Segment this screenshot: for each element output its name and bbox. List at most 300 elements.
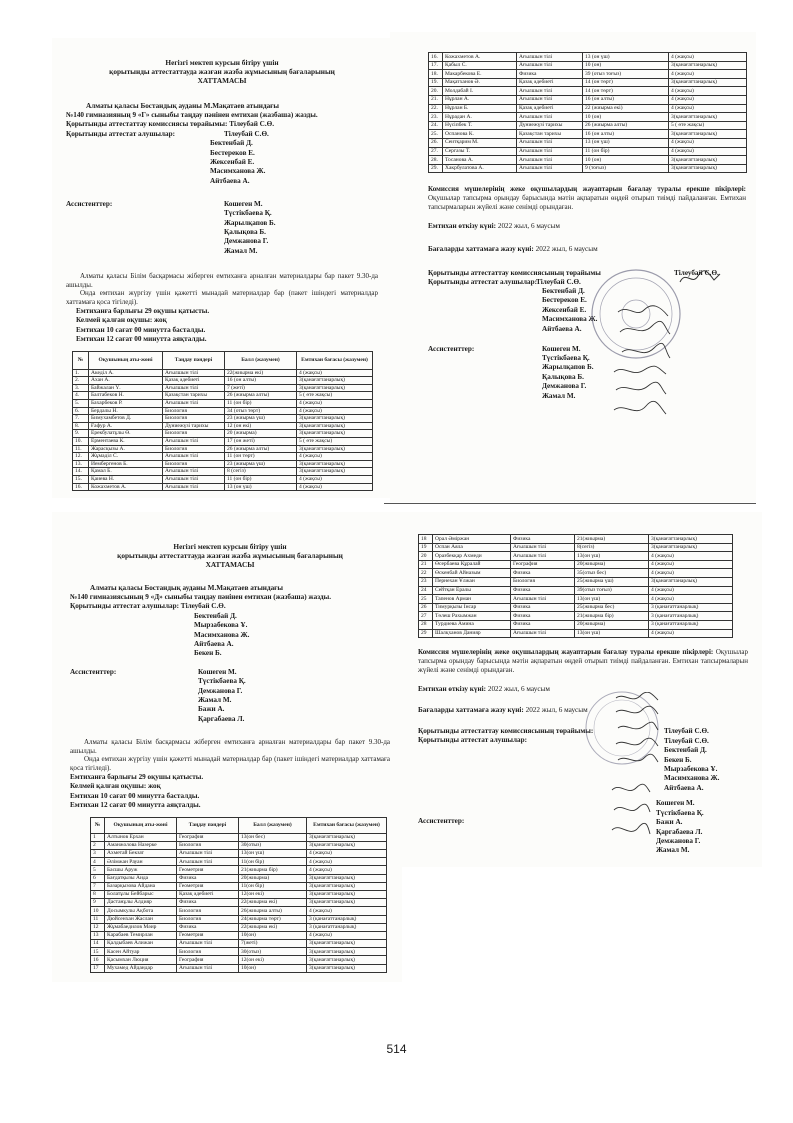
score: 13 (он үш) xyxy=(225,483,297,491)
row-number: 6. xyxy=(73,407,89,415)
student-name: Болатұлы Бейбарыс xyxy=(105,890,177,898)
score: 24(жиырма төрт) xyxy=(239,915,307,923)
grades-table-head xyxy=(91,817,387,833)
row-number: 3. xyxy=(73,384,89,392)
row-number: 29. xyxy=(429,164,443,173)
table-row xyxy=(91,850,387,858)
student-name: Пернехан Ұлжан xyxy=(433,577,511,586)
members-list xyxy=(536,278,597,334)
student-name: Басшы Аруж xyxy=(105,866,177,874)
exam-grade: 3 (қанағаттанарлық) xyxy=(649,603,733,612)
score: 11 (он бір) xyxy=(583,147,669,156)
score: 11(он бір) xyxy=(239,858,307,866)
student-name: Макарбекова Е. xyxy=(443,70,517,79)
member-name: Бектенбай Д. xyxy=(194,611,237,620)
score: 13(он үш) xyxy=(575,629,649,638)
packet-paragraph: Алматы қаласы Білім басқармасы жіберген емтиханға арналған материалдары бар пакет 9.30-да ашылды. xyxy=(70,737,390,755)
elective-subject: Қазақ әдебиеті xyxy=(177,890,239,898)
student-name: Молдабай І. xyxy=(443,87,517,96)
exam-grade: 3(қанағаттанарлық) xyxy=(307,833,387,841)
elective-subject: Ағылшын тілі xyxy=(517,113,583,122)
score: 26 (жиырма алты) xyxy=(583,121,669,130)
table-row xyxy=(91,874,387,882)
student-name: Шалқханов Данияр xyxy=(433,629,511,638)
row-number: 19. xyxy=(429,78,443,87)
elective-subject: Биология xyxy=(163,460,225,468)
column-header: Таңдау пәндері xyxy=(163,351,225,369)
chair-line: Қорытынды аттестаттау комиссиясы төрайымы: Тілеубай С.Ө. xyxy=(66,120,275,129)
table-row xyxy=(73,437,373,445)
row-number: 9. xyxy=(73,430,89,438)
member-name: Тілеубай С.Ө. xyxy=(536,277,581,286)
elective-subject: Физика xyxy=(511,535,575,544)
member-name: Айтбаева А. xyxy=(664,783,704,792)
elective-subject: Дүниежүзі тарихы xyxy=(163,422,225,430)
elective-subject: Ағылшын тілі xyxy=(511,595,575,604)
row-number: 17 xyxy=(91,964,105,972)
assistant-name: Демжанова Г. xyxy=(198,686,243,695)
exam-grade: 3(қанағаттанарлық) xyxy=(669,113,747,122)
row-number: 4 xyxy=(91,858,105,866)
grades-table-continued xyxy=(428,52,747,173)
exam-grade: 3(қанағаттанарлық) xyxy=(307,899,387,907)
elective-subject: Ағылшын тілі xyxy=(177,940,239,948)
row-number: 2. xyxy=(73,377,89,385)
table-row xyxy=(73,377,373,385)
score: 8 (сегіз) xyxy=(225,468,297,476)
exam-grade: 3(қанағаттанарлық) xyxy=(669,130,747,139)
student-name: Ахан А. xyxy=(89,377,163,385)
score: 11(он бір) xyxy=(239,882,307,890)
member-name: Бекен Б. xyxy=(194,649,222,658)
exam-grade: 3(қанағаттанарлық) xyxy=(297,377,373,385)
student-name: Тимурқызы Інсар xyxy=(433,603,511,612)
exam-grade: 4 (жақсы) xyxy=(297,453,373,461)
member-name: Бекен Б. xyxy=(664,755,692,764)
score: 26 (жиырма алты) xyxy=(225,445,297,453)
assistant-name: Бажи А. xyxy=(198,705,225,714)
table-row xyxy=(419,586,733,595)
score: 22(жиырма екі) xyxy=(225,369,297,377)
record-date xyxy=(418,706,748,715)
school-line: №140 гимназияның 9 «Г» сыныбы таңдау пәнінен емтихан (жазбаша) жазды. xyxy=(66,111,318,120)
student-name: Қасымхан Люция xyxy=(105,956,177,964)
elective-subject: Ағылшын тілі xyxy=(511,552,575,561)
member-name: Масимханова Ж. xyxy=(210,167,266,176)
student-name: Ғафур А. xyxy=(89,422,163,430)
assistant-name: Жамал М. xyxy=(224,246,258,255)
row-number: 1 xyxy=(91,833,105,841)
row-number: 8 xyxy=(91,890,105,898)
assistant-name: Жарылқапов Б. xyxy=(224,218,276,227)
table-row xyxy=(91,948,387,956)
student-name: Нұрлан Б. xyxy=(443,104,517,113)
elective-subject: Биология xyxy=(163,430,225,438)
column-header: Балл (жазумен) xyxy=(239,817,307,833)
elective-subject: Биология xyxy=(163,445,225,453)
score: 8(сегіз) xyxy=(575,543,649,552)
table-row xyxy=(91,858,387,866)
elective-subject: Ағылшын тілі xyxy=(517,87,583,96)
assistants-label: Ассистенттер: xyxy=(418,817,465,826)
elective-subject: Қазақ әдебиеті xyxy=(517,78,583,87)
row-number: 11. xyxy=(73,445,89,453)
row-number: 25 xyxy=(419,595,433,604)
table-row xyxy=(429,164,747,173)
score: 13(он үш) xyxy=(575,552,649,561)
member-name: Жексенбай Е. xyxy=(210,158,255,167)
table-row xyxy=(429,61,747,70)
exam-date-value: 2022 жыл, 6 маусым xyxy=(496,221,560,230)
score: 16 (он алты) xyxy=(225,377,297,385)
student-name: Базарқызова Айдана xyxy=(105,882,177,890)
elective-subject: Ағылшын тілі xyxy=(517,53,583,62)
student-name: Оспанова К. xyxy=(443,130,517,139)
row-number: 23. xyxy=(429,113,443,122)
table-row xyxy=(429,78,747,87)
grades-table-head xyxy=(73,351,373,369)
elective-subject: Физика xyxy=(177,899,239,907)
row-number: 23 xyxy=(419,577,433,586)
score: 39 (отыз тоғыз) xyxy=(583,70,669,79)
student-name: Оразбекқар Ахмеди xyxy=(433,552,511,561)
exam-date-label: Емтихан өткізу күні: xyxy=(418,684,487,693)
member-name: Бектенбай Д. xyxy=(664,746,707,755)
row-number: 18 xyxy=(419,535,433,544)
student-name: Бердалы Н. xyxy=(89,407,163,415)
elective-subject: География xyxy=(511,560,575,569)
exam-grade: 4 (жақсы) xyxy=(669,147,747,156)
column-header: Балл (жазумен) xyxy=(225,351,297,369)
assistant-name: Демжанова Г. xyxy=(224,237,269,246)
row-number: 9 xyxy=(91,899,105,907)
row-number: 27. xyxy=(429,147,443,156)
school-line: №140 гимназиясының 9 «Д» сыныбы таңдау пәнінен емтихан (жазбаша) жазды. xyxy=(70,593,331,602)
row-number: 28. xyxy=(429,156,443,165)
student-name: Хакрбулатова А. xyxy=(443,164,517,173)
table-row xyxy=(91,899,387,907)
table-row xyxy=(91,833,387,841)
members-list xyxy=(664,727,719,793)
elective-subject: Биология xyxy=(163,407,225,415)
protocol-scan-9d-page1 xyxy=(52,512,402,982)
materials-paragraph: Онда емтихан жүргізу үшін қажетті мынадай материалдар бар (пакет ішіндегі материалдар хаттамаға қоса тігіледі). xyxy=(66,289,378,307)
score: 30(отыз) xyxy=(239,948,307,956)
materials-paragraph: Онда емтихан жүргізу үшін қажетті мынадай материалдар бар (пакет ішіндегі материалдар хаттамаға қоса тігіледі). xyxy=(70,755,390,773)
exam-grade: 4 (жақсы) xyxy=(307,931,387,939)
exam-date xyxy=(428,222,746,231)
grades-table-body xyxy=(91,833,387,972)
elective-subject: Қазақстан тарихы xyxy=(163,392,225,400)
table-row xyxy=(429,121,747,130)
row-number: 25. xyxy=(429,130,443,139)
exam-grade: 3 (қанағаттанарлық) xyxy=(649,612,733,621)
assistant-name: Кошеген М. xyxy=(656,799,695,808)
record-date-value: 2022 жыл, 6 маусым xyxy=(523,705,588,714)
student-name: Қабыл С. xyxy=(443,61,517,70)
score: 7(жеті) xyxy=(239,940,307,948)
column-header: Таңдау пәндері xyxy=(177,817,239,833)
table-row xyxy=(429,104,747,113)
student-name: Акеділ А. xyxy=(89,369,163,377)
member-name: Масимханова Ж. xyxy=(664,774,720,783)
record-date xyxy=(428,245,746,254)
exam-grade: 4 (жақсы) xyxy=(297,475,373,483)
score: 13(он үш) xyxy=(575,595,649,604)
grades-table-body xyxy=(429,53,747,173)
student-name: Қаиева Н. xyxy=(89,475,163,483)
student-name: Ерекбулатұлы Ө. xyxy=(89,430,163,438)
row-number: 4. xyxy=(73,392,89,400)
elective-subject: Ағылшын тілі xyxy=(163,468,225,476)
elective-subject: Физика xyxy=(511,586,575,595)
elective-subject: Физика xyxy=(511,620,575,629)
score: 20(жиырма) xyxy=(575,560,649,569)
row-number: 15 xyxy=(91,948,105,956)
score: 9 (тоғыз) xyxy=(583,164,669,173)
location-line: Алматы қаласы Бостандық ауданы М.Мақатаев атындағы xyxy=(86,101,280,110)
table-row xyxy=(429,156,747,165)
table-row xyxy=(419,543,733,552)
exam-grade: 3(қанағаттанарлық) xyxy=(669,156,747,165)
location-line: Алматы қаласы Бостандық ауданы М.Мақатаев атындағы xyxy=(90,583,284,592)
elective-subject: Биология xyxy=(177,948,239,956)
grades-table xyxy=(72,351,373,492)
table-row xyxy=(73,369,373,377)
score: 11 (он төрт) xyxy=(225,453,297,461)
row-number: 10. xyxy=(73,437,89,445)
elective-subject: Ағылшын тілі xyxy=(163,483,225,491)
row-number: 12 xyxy=(91,923,105,931)
score: 23 (жиырма үш) xyxy=(225,460,297,468)
member-name: Бектенбай Д. xyxy=(210,139,253,148)
row-number: 21 xyxy=(419,560,433,569)
header-line: қорытынды аттестаттауда жазған жазба жұмысының бағаларының xyxy=(117,551,343,561)
assistants-list xyxy=(542,345,594,401)
table-row xyxy=(73,445,373,453)
table-row xyxy=(419,560,733,569)
score: 26(жиырма алты) xyxy=(239,907,307,915)
score: 34 (отыз төрт) xyxy=(225,407,297,415)
chair-label: Қорытынды аттестаттау комиссиясының төрайымы: xyxy=(418,727,594,736)
score: 22 (жиырма екі) xyxy=(583,104,669,113)
exam-stat-line: Емтихан 10 сағат 00 минутта басталды. xyxy=(70,791,200,800)
student-name: Әлімжан Рауан xyxy=(105,858,177,866)
protocol-header xyxy=(66,58,378,86)
row-number: 26 xyxy=(419,603,433,612)
score: 12(он екі) xyxy=(239,956,307,964)
protocol-scan-9d-page2 xyxy=(402,512,762,867)
exam-date xyxy=(418,685,748,694)
elective-subject: География xyxy=(177,956,239,964)
commission-remarks-label: Комиссия мүшелерінің жеке оқушылардың жауаптарын бағалау туралы ерекше пікірлері: xyxy=(428,185,746,194)
elective-subject: Физика xyxy=(511,603,575,612)
column-header: Емтихан бағасы (жазумен) xyxy=(297,351,373,369)
elective-subject: Биология xyxy=(163,415,225,423)
member-name: Бектенбай Д. xyxy=(542,286,585,295)
table-row xyxy=(429,138,747,147)
exam-grade: 3(қанағаттанарлық) xyxy=(307,940,387,948)
elective-subject: Ағылшын тілі xyxy=(517,156,583,165)
row-number: 8. xyxy=(73,422,89,430)
packet-paragraph: Алматы қаласы Білім басқармасы жіберген емтиханға арналған материалдары бар пакет 9.30-да ашылды. xyxy=(66,271,378,289)
row-number: 5 xyxy=(91,866,105,874)
exam-grade: 5 ( өте жақсы) xyxy=(297,437,373,445)
chair-name: Тілеубай С.Ө. xyxy=(674,268,719,277)
exam-grade: 3(қанағаттанарлық) xyxy=(307,890,387,898)
member-name: Масимханова Ж. xyxy=(542,315,598,324)
row-number: 26. xyxy=(429,138,443,147)
row-number: 12. xyxy=(73,453,89,461)
exam-grade: 3 (қанағаттанарлық) xyxy=(307,923,387,931)
student-name: Төлеш Рахымжан xyxy=(433,612,511,621)
student-name: Нүсіпбек Т. xyxy=(443,121,517,130)
row-number: 3 xyxy=(91,850,105,858)
table-row xyxy=(419,629,733,638)
student-name: Мақатханов Ә. xyxy=(443,78,517,87)
score: 11 (он бір) xyxy=(225,400,297,408)
table-row xyxy=(429,147,747,156)
assistant-name: Демжанова Г. xyxy=(656,836,701,845)
commission-remarks-text: Оқушылар тапсырма орындау барысында мәтін ақпаратын өңдей отырып тиімді пайдаланған. Емтихан тапсырмаларын жүйелі және сенімді орындаған. xyxy=(418,648,748,674)
assistants-list xyxy=(656,799,704,855)
elective-subject: Ағылшын тілі xyxy=(517,61,583,70)
assistant-name: Түстікбаева Қ. xyxy=(542,353,590,362)
score: 21(жиырма бір) xyxy=(239,866,307,874)
grades-table xyxy=(90,817,387,973)
table-row xyxy=(419,612,733,621)
exam-grade: 3(қанағаттанарлық) xyxy=(307,964,387,972)
member-name: Айтбаева А. xyxy=(210,176,250,185)
student-name: Жұмабаедилов Мәир xyxy=(105,923,177,931)
member-name: Мырзабекова Ұ. xyxy=(664,764,718,773)
member-name: Жексенбай Е. xyxy=(542,305,587,314)
exam-grade: 4 (жақсы) xyxy=(649,560,733,569)
exam-grade: 5 ( өте жақсы) xyxy=(297,392,373,400)
student-name: Касен Айтуар xyxy=(105,948,177,956)
member-name: Тілеубай С.Ө. xyxy=(224,129,269,138)
assistants-label: Ассистенттер: xyxy=(70,667,117,676)
student-name: Жарасқызы А. xyxy=(89,445,163,453)
student-name: Дюйсенхан Жаслан xyxy=(105,915,177,923)
student-name: Байжалан Ү. xyxy=(89,384,163,392)
exam-grade: 4 (жақсы) xyxy=(649,586,733,595)
exam-grade: 3(қанағаттанарлық) xyxy=(307,841,387,849)
exam-grade: 3(қанағаттанарлық) xyxy=(669,61,747,70)
student-name: Тапенов Арман xyxy=(433,595,511,604)
exam-grade: 3(қанағаттанарлық) xyxy=(297,384,373,392)
grades-table-body xyxy=(419,535,733,638)
exam-grade: 3(қанағаттанарлық) xyxy=(297,430,373,438)
assistants-list xyxy=(224,200,276,256)
row-number: 16 xyxy=(91,956,105,964)
student-name: Өсербаева Құралай xyxy=(433,560,511,569)
elective-subject: Ағылшын тілі xyxy=(517,164,583,173)
score: 13(он үш) xyxy=(239,850,307,858)
table-row xyxy=(419,535,733,544)
score: 26 (жиырма алты) xyxy=(225,392,297,400)
student-name: Сейтқан Ералы xyxy=(433,586,511,595)
exam-grade: 3(қанағаттанарлық) xyxy=(307,874,387,882)
chair-label: Қорытынды аттестаттау комиссиясының төрайымы xyxy=(428,268,601,277)
student-name: Бағдатқызы Аида xyxy=(105,874,177,882)
row-number: 29 xyxy=(419,629,433,638)
elective-subject: Қазақстан тарихы xyxy=(517,130,583,139)
student-name: Балтабеков Н. xyxy=(89,392,163,400)
row-number: 20 xyxy=(419,552,433,561)
score: 14 (он төрт) xyxy=(583,78,669,87)
elective-subject: Ағылшын тілі xyxy=(163,400,225,408)
elective-subject: Физика xyxy=(177,923,239,931)
student-name: Иембергенов Б. xyxy=(89,460,163,468)
exam-stat-line: Емтиханға барлығы 29 оқушы қатысты. xyxy=(70,773,204,782)
exam-grade: 3 (қанағаттанарлық) xyxy=(649,620,733,629)
table-row xyxy=(429,95,747,104)
commission-remarks-label: Комиссия мүшелерінің жеке оқушылардың жауаптарын бағалау туралы ерекше пікірлері: xyxy=(418,648,714,657)
row-number: 24 xyxy=(419,586,433,595)
protocol-scan-9g-page1 xyxy=(52,38,391,498)
student-name: Бимухамбетов Д. xyxy=(89,415,163,423)
elective-subject: Ағылшын тілі xyxy=(177,850,239,858)
table-row xyxy=(91,931,387,939)
exam-grade: 3(қанағаттанарлық) xyxy=(649,535,733,544)
header-line: ХАТТАМАСЫ xyxy=(205,560,255,570)
row-number: 10 xyxy=(91,907,105,915)
score: 13 (он үш) xyxy=(583,138,669,147)
member-name: Тілеубай С.Ө. xyxy=(664,727,709,736)
elective-subject: Ағылшын тілі xyxy=(163,475,225,483)
assistant-name: Кошеген М. xyxy=(224,199,263,208)
exam-grade: 5 ( өте жақсы) xyxy=(669,121,747,130)
elective-subject: Биология xyxy=(511,577,575,586)
exam-grade: 4 (жақсы) xyxy=(669,70,747,79)
member-name: Айтбаева А. xyxy=(194,640,234,649)
elective-subject: Физика xyxy=(177,874,239,882)
score: 14 (он төрт) xyxy=(583,87,669,96)
table-row xyxy=(419,595,733,604)
row-number: 6 xyxy=(91,874,105,882)
student-name: Орал Әміржан xyxy=(433,535,511,544)
member-name: Тілеубай С.Ө. xyxy=(664,736,709,745)
row-number: 1. xyxy=(73,369,89,377)
commission-remarks-text: Оқушылар тапсырма орындау барысында мәтін ақпаратын өңдей отырып тиімді пайдаланған. Емтихан тапсырмаларын жүйелі және сенімді орындаған. xyxy=(428,194,746,211)
member-name: Айтбаева А. xyxy=(542,324,582,333)
exam-grade: 4 (жақсы) xyxy=(669,104,747,113)
score: 10(он) xyxy=(239,964,307,972)
table-row xyxy=(429,113,747,122)
table-row xyxy=(91,923,387,931)
student-name: Ерментаева К. xyxy=(89,437,163,445)
table-row xyxy=(91,882,387,890)
assistant-name: Бажи А. xyxy=(656,818,683,827)
assistant-name: Түстікбаева Қ. xyxy=(656,808,704,817)
exam-grade: 4 (жақсы) xyxy=(297,400,373,408)
student-name: Нұрадан А. xyxy=(443,113,517,122)
assistants-label: Ассистенттер: xyxy=(66,199,113,208)
score: 22(жиырма екі) xyxy=(239,923,307,931)
row-number: 22. xyxy=(429,104,443,113)
members-list xyxy=(194,612,402,660)
assistant-name: Жамал М. xyxy=(542,391,576,400)
members-label: Қорытынды аттестат алушылар: xyxy=(66,129,176,138)
exam-grade: 4 (жақсы) xyxy=(297,483,373,491)
student-name: Турдиева Амина xyxy=(433,620,511,629)
assistant-name: Түстікбаева Қ. xyxy=(224,209,272,218)
score: 12(он екі) xyxy=(239,890,307,898)
exam-grade: 3(қанағаттанарлық) xyxy=(669,78,747,87)
assistant-name: Қаргабаева Л. xyxy=(656,827,703,836)
exam-grade: 3(қанағаттанарлық) xyxy=(669,164,747,173)
